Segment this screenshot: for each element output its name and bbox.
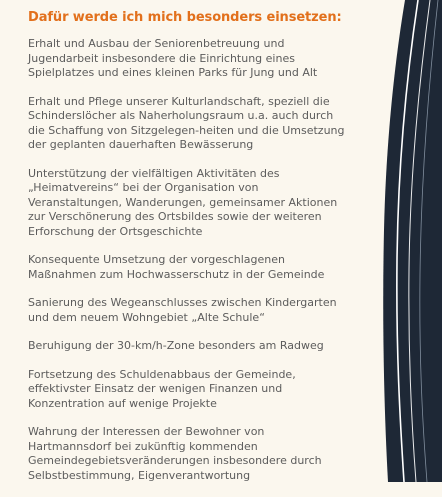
goal-item-8: Wahrung der Interessen der Bewohner von Hartmannsdorf bei zukünftig kommenden Gemeindegebietsveränderungen insbesondere durch Selbstbestimmung, Eigenverantwortung <box>28 425 322 482</box>
goal-item-4: Konsequente Umsetzung der vorgeschlagenen Maßnahmen zum Hochwasserschutz in der Gemeinde <box>28 253 325 281</box>
goal-item-6: Beruhigung der 30-km/h-Zone besonders am Radweg <box>28 339 324 352</box>
goal-item-1: Erhalt und Ausbau der Seniorenbetreuung und Jugendarbeit insbesondere die Einrichtung eines Spielplatzes und eines kleinen Parks für Jung und Alt <box>28 37 318 79</box>
goal-item-2: Erhalt und Pflege unserer Kulturlandschaft, speziell die Schinderslöcher als Naherholungsraum u.a. auch durch die Schaffung von Sitzgelegen-heiten und die Umsetzung der geplanten dauerhaften Bewässerung <box>28 94 345 151</box>
main-content <box>28 10 383 497</box>
goal-item-5: Sanierung des Wegeanschlusses zwischen Kindergarten und dem neuem Wohngebiet „Alte Schule“ <box>28 296 337 324</box>
goal-item-3: Unterstützung der vielfältigen Aktivitäten des „Heimatvereins“ bei der Organisation von Veranstaltungen, Wanderungen, gemeinsamer Aktionen zur Verschönerung des Ortsbildes sowie der weiteren Erforschung der Ortsgeschichte <box>28 166 338 238</box>
goal-item-7: Fortsetzung des Schuldenabbaus der Gemeinde, effektivster Einsatz der wenigen Finanzen und Konzentration auf wenige Projekte <box>28 367 296 410</box>
page-heading: Dafür werde ich mich besonders einsetzen: <box>28 10 342 25</box>
